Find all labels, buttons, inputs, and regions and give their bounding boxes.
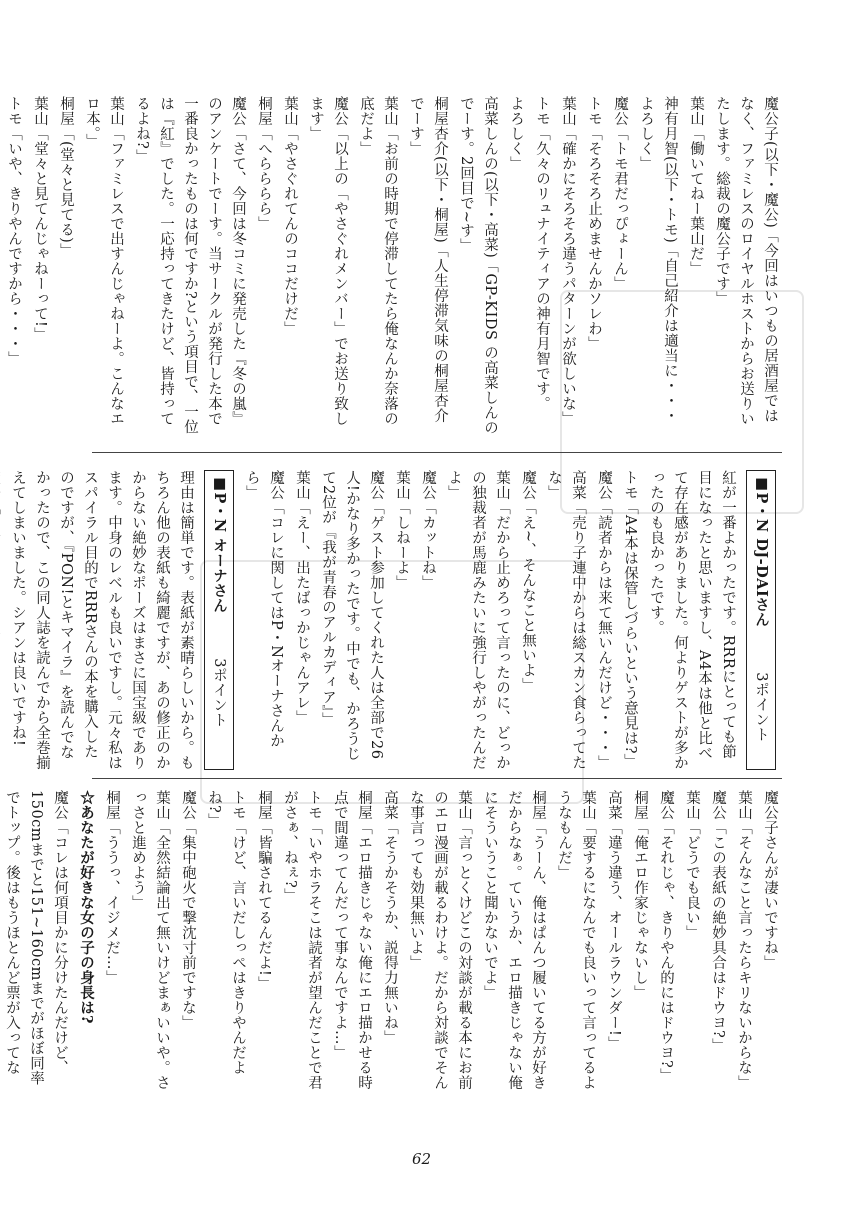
dialogue-line (706, 790, 730, 1090)
speaker-name: 魔公 (658, 790, 674, 820)
dialogue-line (608, 96, 632, 436)
dialogue-text: 「そろそろ止めませんかソレわ」 (586, 126, 602, 351)
dialogue-line (404, 96, 452, 436)
dialogue-line (278, 790, 326, 1090)
speaker-name: 桐屋 (104, 790, 120, 820)
dialogue-line (684, 96, 708, 436)
dialogue-text: 「全然結論出て無いけどまぁいいや。さっさと進めよう」 (130, 790, 170, 1090)
dialogue-line (530, 96, 554, 436)
dialogue-text: 「要するになんでも良いって言ってるようなもんだ」 (556, 790, 596, 1090)
dialogue-line (618, 470, 642, 770)
dialogue-text: (以下・トモ)「自己紹介は適当に・・・よろしく」 (638, 96, 678, 424)
dialogue-text: 「コレに関してはP・Nオーナさんから」 (244, 470, 284, 749)
speaker-name: 葉山 (688, 96, 704, 126)
dialogue-text: 「言っとくけどこの対談が載る本にお前のエロ漫画が載るわけよ。だから対談でそんな事言っても効果無いよ」 (408, 790, 472, 1090)
speaker-name: 高菜しんの (482, 96, 498, 171)
dialogue-text: 「だから止めろって言ったのに、どっかの独裁者が馬鹿みたいに強行しやがったんだよ」 (446, 470, 510, 770)
dialogue-text: 「けど、言いだしっぺはきりやんだよね?」 (206, 790, 246, 1075)
dialogue-line (592, 470, 616, 770)
speaker-name: 桐屋 (356, 790, 372, 820)
page-number: 62 (412, 1150, 432, 1168)
dialogue-text: (以下・高菜)「GP-KIDS の高菜しんのでーす。2回目で~す」 (458, 96, 498, 436)
reader-name: ■P・N オーナさん (211, 475, 228, 614)
dialogue-text: 「売り子連中からは総スカン食らってたな」 (546, 470, 586, 770)
dialogue-text: 「ファミレスで出すんじゃねーよ。こんなエロ本。」 (84, 96, 124, 426)
dialogue-line (252, 96, 276, 436)
dialogue-text: 「えー、出たばっかじゃんアレ」 (294, 500, 310, 725)
dialogue-line (582, 96, 606, 436)
dialogue-line (504, 96, 528, 436)
dialogue-line (680, 790, 704, 1090)
speaker-name: 葉山 (560, 96, 576, 126)
speaker-name: 魔公 (268, 470, 284, 500)
dialogue-text: 「皆騙されてるんだよ!」 (256, 820, 272, 992)
speaker-name: トモ (622, 470, 638, 500)
dialogue-text: 魔公子さんが凄いですね」 (762, 790, 778, 970)
dialogue-line (454, 96, 502, 436)
speaker-name: 魔公 (596, 470, 612, 500)
speaker-name: 葉山 (108, 96, 124, 126)
dialogue-line (556, 96, 580, 436)
speaker-name: 葉山 (456, 790, 472, 820)
speaker-name: 葉山 (580, 790, 596, 820)
dialogue-line (478, 790, 550, 1090)
points-badge: 3ポイント (753, 627, 769, 742)
dialogue-section-3 (4, 790, 782, 1090)
speaker-name: 桐屋 (256, 790, 272, 820)
dialogue-text: 「読者からは来て無いんだけど・・・」 (596, 500, 612, 770)
dialogue-text: 「いやホラそこは読者が望んだことで君がさぁ、ねぇ?」 (282, 790, 322, 1090)
dialogue-line (634, 96, 682, 436)
dialogue-text: 「そんなこと言ったらキリないからな」 (736, 820, 752, 1090)
speaker-name: 魔公 (52, 790, 68, 820)
dialogue-text: 「カットね」 (420, 500, 436, 590)
dialogue-line (758, 790, 782, 1090)
dialogue-text: 「トモ君だっぴょーん」 (612, 126, 628, 291)
speaker-name: 葉山 (684, 790, 700, 820)
dialogue-text: (以下・魔公)「今回はいつもの居酒屋ではなく、ファミレスのロイヤルホストからお送りいたします。総裁の魔公子です」 (714, 96, 778, 426)
dialogue-line (378, 790, 402, 1090)
speaker-name: 葉山 (382, 96, 398, 126)
speaker-name: 葉山 (736, 790, 752, 820)
dialogue-text: 「しねーよ」 (394, 500, 410, 590)
speaker-name: 葉山 (32, 96, 48, 126)
speaker-name: トモ (230, 790, 246, 820)
speaker-name: 葉山 (154, 790, 170, 820)
speaker-name: 魔公 (368, 470, 384, 500)
speaker-name: 桐屋杏介 (432, 96, 448, 156)
dialogue-text: 「違う違う、オールラウンダー!」 (606, 820, 622, 1052)
dialogue-line (0, 470, 4, 770)
dialogue-line (552, 790, 600, 1090)
dialogue-line (126, 790, 174, 1090)
dialogue-text: 「久々のリュナイティアの神有月智です。 (534, 126, 550, 411)
dialogue-text: 「堂々と見てんじゃねーって!」 (32, 126, 48, 343)
speaker-name: 魔公 (520, 470, 536, 500)
speaker-name: 高菜 (382, 790, 398, 820)
dialogue-text: 「ううっ、イジメだ…」 (104, 820, 120, 985)
dialogue-text: (以下・桐屋)「人生停滞気味の桐屋杏介でーす」 (408, 96, 448, 424)
dialogue-text: 「いや、きりやんですから・・・」 (6, 126, 22, 366)
reader-comment-text: 紅が一番よかったです。RRRにとっても節目になったと思いますし、A4本は他と比べて存在感がありました。何よりゲストが多かったのも良かったです。 (648, 470, 736, 770)
speaker-name: 桐屋 (530, 790, 546, 820)
speaker-name: 高菜 (570, 470, 586, 500)
dialogue-line (130, 96, 250, 436)
dialogue-text: 「確かにそろそろ違うパターンが欲しいな」 (560, 126, 576, 426)
dialogue-text: 「お前の時期で停滞してたら俺なんか奈落の底だよ」 (358, 96, 398, 426)
speaker-name: トモ (586, 96, 602, 126)
dialogue-line (278, 96, 302, 436)
dialogue-line (516, 470, 540, 770)
dialogue-text: 「エロ描きじゃない俺にエロ描かせる時点で間違ってんだって事なんですよ…」 (332, 790, 372, 1090)
speaker-name: 葉山 (394, 470, 410, 500)
dialogue-line (354, 96, 402, 436)
speaker-name: 神有月智 (662, 96, 678, 156)
speaker-name: 魔公 (710, 790, 726, 820)
speaker-name: 葉山 (294, 470, 310, 500)
dialogue-text: 「やさぐれてんのココだけだ」 (282, 126, 298, 336)
dialogue-text: よろしく」 (508, 96, 524, 171)
dialogue-section-1 (6, 96, 782, 436)
dialogue-line (390, 470, 414, 770)
dialogue-text: 「どうでも良い」 (684, 820, 700, 940)
dialogue-text: 「この表紙の絶妙具合はドウヨ?」 (710, 820, 726, 1054)
dialogue-text: 「うーん、俺はぱんつ履いてる方が好きだからなぁ。ていうか、エロ描きじゃない俺にそういうこと聞かないでよ」 (482, 790, 546, 1090)
speaker-name: トモ (534, 96, 550, 126)
dialogue-line (710, 96, 782, 436)
speaker-name: 魔公子 (762, 96, 778, 141)
dialogue-text: 「さて、今回は冬コミに発売した『冬の嵐』のアンケートでーす。当サークルが発行した本で一番良かったものは何ですか?という項目で、一位は『紅』でした。一応持ってきたけど、皆持ってるよね?」 (134, 96, 246, 435)
speaker-name: 葉山 (282, 96, 298, 126)
speaker-name: トモ (306, 790, 322, 820)
speaker-name: 魔公 (180, 790, 196, 820)
dialogue-line (304, 96, 352, 436)
reader-name: ■P・N DJ-DAIさん (753, 475, 770, 628)
dialogue-line (542, 470, 590, 770)
speaker-name: 魔公 (332, 96, 348, 126)
reader-comment-text: 理由は簡単です。表紙が素晴らしいから。もちろん他の表紙も綺麗ですが、あの修正のかからない絶妙なポーズはまさに国宝級であります。中身のレベルも良いですし。元々私はスパイラル目的でRRRさんの本を購入したのですが、『PON!とキマイラ』を読んでなかったので、この同人誌を読んでから全巻揃えてしまいました。シアンは良いですね! (10, 470, 194, 770)
speaker-name: 桐屋 (632, 790, 648, 820)
dialogue-line (732, 790, 756, 1090)
section-divider (92, 452, 782, 453)
dialogue-line (100, 790, 124, 1090)
reader-comment-header (204, 470, 234, 770)
section-divider (92, 778, 782, 779)
dialogue-text: 「そうかそうか、説得力無いね」 (382, 820, 398, 1045)
speaker-name: 葉山 (494, 470, 510, 500)
dialogue-line (654, 790, 678, 1090)
speaker-name: 桐屋 (58, 96, 74, 126)
dialogue-text: 「ゲスト参加してくれた人は全部で26人!かなり多かったです。中でも、かろうじて2位が『我が青春のアルカディア』」 (320, 470, 384, 762)
dialogue-line (328, 790, 376, 1090)
dialogue-section-2 (10, 470, 782, 770)
speaker-name: 高菜 (606, 790, 622, 820)
dialogue-line (316, 470, 388, 770)
dialogue-line (28, 96, 52, 436)
dialogue-text: 「へらららら」 (256, 126, 272, 231)
dialogue-text: 「それじゃ、きりやん的にはドウヨ?」 (658, 820, 674, 1084)
dialogue-line (290, 470, 314, 770)
speaker-name: 桐屋 (256, 96, 272, 126)
dialogue-line (74, 790, 98, 1090)
speaker-name: 魔公 (612, 96, 628, 126)
dialogue-text: 「集中砲火で撃沈寸前ですな」 (180, 820, 196, 1030)
dialogue-line (252, 790, 276, 1090)
reader-comment-header (746, 470, 776, 770)
dialogue-line (442, 470, 514, 770)
dialogue-line (404, 790, 476, 1090)
dialogue-line (0, 790, 72, 1090)
dialogue-line (240, 470, 288, 770)
dialogue-line (176, 790, 200, 1090)
dialogue-line (2, 96, 26, 436)
dialogue-line (628, 790, 652, 1090)
dialogue-text: ☆あなたが好きな女の子の身長は? (78, 790, 95, 1024)
speaker-name: トモ (6, 96, 22, 126)
speaker-name: 魔公 (420, 470, 436, 500)
dialogue-line (602, 790, 626, 1090)
dialogue-text: 「A4本は保管しづらいという意見は?」 (622, 500, 638, 769)
dialogue-text: 「(堂々と見てる)」 (58, 126, 74, 259)
dialogue-line (54, 96, 78, 436)
dialogue-text: 「え~、そんなこと無いよ」 (520, 500, 536, 693)
dialogue-text: 「働いてねー葉山だ」 (688, 126, 704, 276)
dialogue-text: 「コレは何項目かに分けたんだけど、150cmまでと151~160cmまでがほぼ同率でトップ。後はもうほとんど票が入ってな (4, 790, 68, 1086)
dialogue-line (202, 790, 250, 1090)
dialogue-text: 「俺エロ作家じゃないし」 (632, 820, 648, 1000)
dialogue-line (416, 470, 440, 770)
speaker-name: 魔公 (230, 96, 246, 126)
dialogue-text: 「以上の「やさぐれメンバー」でお送り致します」 (308, 96, 348, 426)
dialogue-line (80, 96, 128, 436)
points-badge: 3ポイント (211, 613, 227, 728)
